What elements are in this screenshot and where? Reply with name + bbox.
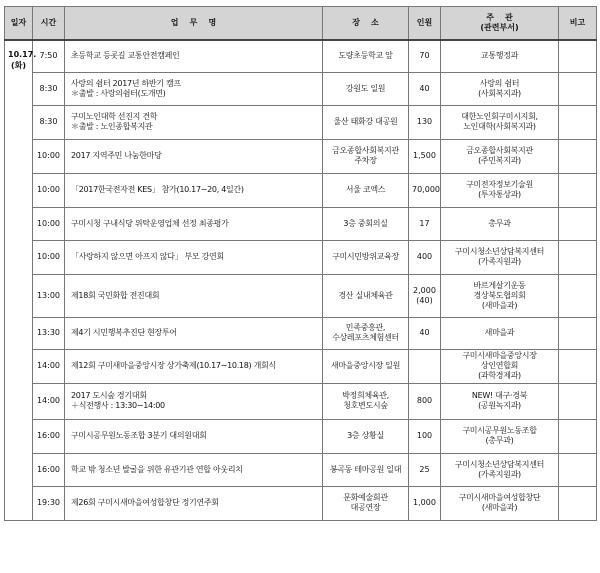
host-cell-line: 교통행정과 <box>480 51 519 61</box>
task-cell-line: 「2017한국전자전 KES」 참가(10.17∼20, 4일간) <box>71 185 244 194</box>
task-cell <box>65 173 323 207</box>
host-cell-line: 구미시공무원노동조합 <box>462 426 537 435</box>
host-cell-line: (총무과) <box>485 436 514 445</box>
task-cell <box>65 72 323 105</box>
people-cell-line: 40 <box>419 83 430 93</box>
task-cell <box>65 453 323 486</box>
place-cell-line: 서울 코엑스 <box>345 185 386 194</box>
schedule-table <box>4 6 597 521</box>
time-cell: 16:00 <box>33 453 65 486</box>
place-cell-line: 문화예술회관 <box>343 493 388 502</box>
table-row <box>5 40 597 72</box>
place-cell-line: 수상레포츠체험센터 <box>332 333 399 342</box>
people-cell-line: 1,000 <box>413 498 436 507</box>
time-cell: 10:00 <box>33 139 65 173</box>
place-cell <box>323 40 409 72</box>
place-cell <box>323 486 409 520</box>
header-people: 인원 <box>409 7 441 41</box>
place-cell-line: 울산 태화강 대공원 <box>333 117 398 126</box>
place-cell-line: 도량초등학교 앞 <box>338 51 393 61</box>
place-cell <box>323 453 409 486</box>
note-cell <box>559 105 597 139</box>
header-host-line1: 주 관 <box>486 13 513 22</box>
people-cell-line: 2,000 <box>413 285 436 295</box>
place-cell-line: 새마을중앙시장 일원 <box>330 361 401 370</box>
task-cell <box>65 383 323 419</box>
note-cell <box>559 274 597 317</box>
note-cell <box>559 453 597 486</box>
table-row <box>5 486 597 520</box>
task-cell <box>65 139 323 173</box>
task-cell-line: 사랑의 쉼터 2017년 하반기 캠프 <box>71 78 181 88</box>
note-cell <box>559 207 597 240</box>
place-cell <box>323 317 409 349</box>
people-cell-line: 1,500 <box>413 151 436 160</box>
host-cell-line: NEW! 대구·경북 <box>471 391 528 400</box>
note-cell <box>559 139 597 173</box>
people-cell <box>409 139 441 173</box>
table-row <box>5 349 597 383</box>
task-cell-line: 초등학교 등굣길 교통안전캠페인 <box>71 51 180 61</box>
host-cell-line: (가족지원과) <box>478 469 521 479</box>
host-cell-line: (새마을과) <box>481 300 518 310</box>
time-cell: 14:00 <box>33 349 65 383</box>
host-cell-line: 금오종합사회복지관 <box>466 146 533 155</box>
people-cell <box>409 274 441 317</box>
people-cell-line: 25 <box>419 464 430 474</box>
place-cell-line: 금오종합사회복지관 <box>332 146 399 155</box>
host-cell <box>441 139 559 173</box>
host-cell-line: (과학경제과) <box>478 371 521 380</box>
host-cell-line: 구미시청소년상담복지센터 <box>454 459 545 469</box>
header-host-line2: (관련부서) <box>480 23 519 32</box>
people-cell <box>409 419 441 453</box>
time-cell: 7:50 <box>33 40 65 72</box>
header-row <box>5 7 597 41</box>
host-cell-line: (주민복지과) <box>478 156 521 165</box>
host-cell-line: 구미시청소년상담복지센터 <box>454 247 545 256</box>
host-cell <box>441 383 559 419</box>
task-cell <box>65 105 323 139</box>
task-cell-line: 제26회 구미시새마을여성합창단 정기연주회 <box>71 498 219 507</box>
table-row <box>5 383 597 419</box>
table-row <box>5 207 597 240</box>
place-cell-line: 청호변도시숲 <box>343 401 388 410</box>
task-cell-line: 학교 밖 청소년 발굴을 위한 유관기관 연합 아웃리치 <box>71 464 243 474</box>
host-cell-line: 바르게살기운동 <box>473 280 526 290</box>
host-cell <box>441 274 559 317</box>
date-line1: 10.17. <box>8 50 37 59</box>
place-cell <box>323 419 409 453</box>
host-cell <box>441 349 559 383</box>
place-cell <box>323 207 409 240</box>
people-cell <box>409 349 441 383</box>
place-cell-line: 3층 상황실 <box>347 431 384 440</box>
host-cell <box>441 173 559 207</box>
table-row <box>5 105 597 139</box>
host-cell-line: 사랑의 쉼터 <box>479 78 520 88</box>
host-cell-line: (새마을과) <box>481 503 518 512</box>
host-cell <box>441 419 559 453</box>
task-cell <box>65 207 323 240</box>
task-cell-line: ＋식전행사 : 13:30∼14:00 <box>71 401 165 410</box>
note-cell <box>559 486 597 520</box>
people-cell <box>409 173 441 207</box>
place-cell-line: 강원도 일원 <box>345 83 386 93</box>
time-cell: 10:00 <box>33 240 65 274</box>
note-cell <box>559 40 597 72</box>
task-cell-line: 구미시청 구내식당 위탁운영업체 선정 최종평가 <box>71 218 229 228</box>
host-cell <box>441 40 559 72</box>
place-cell <box>323 105 409 139</box>
host-cell-line: 구미시새마을여성합창단 <box>458 493 541 502</box>
host-cell-line: (가족지원과) <box>478 257 521 266</box>
people-cell <box>409 72 441 105</box>
people-cell-line: 17 <box>419 218 430 228</box>
time-cell: 16:00 <box>33 419 65 453</box>
people-cell <box>409 240 441 274</box>
time-cell: 13:30 <box>33 317 65 349</box>
people-cell-line: 70 <box>419 51 430 61</box>
people-cell <box>409 453 441 486</box>
host-cell-line: 구미전자정보기술원 <box>466 180 533 189</box>
people-cell <box>409 317 441 349</box>
host-cell-line: (사회복지과) <box>478 88 521 98</box>
host-cell-line: 새마을과 <box>484 328 515 337</box>
date-line2: (화) <box>10 61 27 70</box>
host-cell <box>441 453 559 486</box>
header-host <box>441 7 559 41</box>
task-cell-line: ＊출발 : 노인종합복지관 <box>71 122 153 131</box>
table-row <box>5 453 597 486</box>
task-cell <box>65 274 323 317</box>
people-cell-line: (40) <box>416 295 433 305</box>
host-cell <box>441 207 559 240</box>
place-cell <box>323 240 409 274</box>
note-cell <box>559 72 597 105</box>
host-cell-line: (투자통상과) <box>478 190 521 199</box>
time-cell: 14:00 <box>33 383 65 419</box>
header-place: 장 소 <box>323 7 409 41</box>
time-cell: 19:30 <box>33 486 65 520</box>
place-cell-line: 구미시민방위교육장 <box>332 252 399 261</box>
header-time: 시간 <box>33 7 65 41</box>
header-task: 업 무 명 <box>65 7 323 41</box>
place-cell-line: 민족중흥관, <box>345 323 386 332</box>
host-cell-line: 총무과 <box>488 218 511 228</box>
task-cell <box>65 349 323 383</box>
table-row <box>5 317 597 349</box>
task-cell-line: 구미시공무원노동조합 3분기 대의원대회 <box>71 431 207 440</box>
people-cell <box>409 105 441 139</box>
host-cell <box>441 486 559 520</box>
host-cell-line: 노인대학(사회복지과) <box>463 122 536 131</box>
task-cell <box>65 240 323 274</box>
people-cell <box>409 486 441 520</box>
place-cell-line: 3층 중회의실 <box>343 218 388 228</box>
place-cell <box>323 139 409 173</box>
table-row <box>5 72 597 105</box>
time-cell: 8:30 <box>33 72 65 105</box>
place-cell <box>323 349 409 383</box>
host-cell <box>441 72 559 105</box>
note-cell <box>559 317 597 349</box>
task-cell-line: ＊출발 : 사랑의쉼터(도개면) <box>71 88 166 98</box>
table-row <box>5 240 597 274</box>
note-cell <box>559 419 597 453</box>
time-cell: 13:00 <box>33 274 65 317</box>
people-cell-line: 100 <box>416 431 433 440</box>
place-cell-line: 대공연장 <box>350 503 381 512</box>
schedule-body <box>5 40 597 520</box>
task-cell-line: 구미노인대학 선진지 견학 <box>71 112 158 121</box>
header-note: 비고 <box>559 7 597 41</box>
task-cell <box>65 486 323 520</box>
task-cell-line: 2017 도시숲 경기대회 <box>71 391 147 400</box>
place-cell-line: 주차장 <box>354 156 377 165</box>
host-cell-line: 구미시새마을중앙시장 <box>462 351 537 360</box>
place-cell <box>323 383 409 419</box>
table-row <box>5 419 597 453</box>
task-cell-line: 2017 지역주민 나눔한마당 <box>71 151 162 160</box>
note-cell <box>559 173 597 207</box>
place-cell-line: 박정희체육관, <box>342 391 389 400</box>
date-cell <box>5 40 37 520</box>
task-cell <box>65 317 323 349</box>
time-cell: 8:30 <box>33 105 65 139</box>
people-cell <box>409 40 441 72</box>
place-cell <box>323 173 409 207</box>
host-cell-line: (공원녹지과) <box>478 401 521 410</box>
task-cell-line: 제18회 국민화합 전진대회 <box>71 290 160 300</box>
task-cell <box>65 40 323 72</box>
host-cell-line: 상인연합회 <box>480 361 519 370</box>
host-cell <box>441 240 559 274</box>
note-cell <box>559 240 597 274</box>
time-cell: 10:00 <box>33 207 65 240</box>
table-row <box>5 139 597 173</box>
people-cell-line: 70,000 <box>412 185 440 194</box>
place-cell <box>323 274 409 317</box>
time-cell: 10:00 <box>33 173 65 207</box>
header-date: 일자 <box>5 7 33 41</box>
people-cell <box>409 383 441 419</box>
task-cell-line: 「사랑하지 않으면 아프지 않다」 부모 강연회 <box>71 252 224 261</box>
host-cell-line: 경상북도협의회 <box>473 290 526 300</box>
place-cell <box>323 72 409 105</box>
host-cell-line: 대한노인회구미시지회, <box>461 112 538 121</box>
people-cell-line: 800 <box>416 396 433 405</box>
host-cell <box>441 317 559 349</box>
note-cell <box>559 349 597 383</box>
place-cell-line: 봉곡동 테마공원 일대 <box>329 464 402 474</box>
task-cell-line: 제4기 시민행복추진단 현장투어 <box>71 328 177 337</box>
people-cell-line: 40 <box>419 328 430 337</box>
task-cell <box>65 419 323 453</box>
place-cell-line: 경산 실내체육관 <box>338 290 393 300</box>
host-cell <box>441 105 559 139</box>
table-row <box>5 173 597 207</box>
table-row <box>5 274 597 317</box>
task-cell-line: 제12회 구미새마을중앙시장 상가축제(10.17∼10.18) 개회식 <box>71 361 276 370</box>
people-cell-line: 400 <box>416 252 433 261</box>
note-cell <box>559 383 597 419</box>
people-cell-line: 130 <box>416 117 433 126</box>
people-cell <box>409 207 441 240</box>
